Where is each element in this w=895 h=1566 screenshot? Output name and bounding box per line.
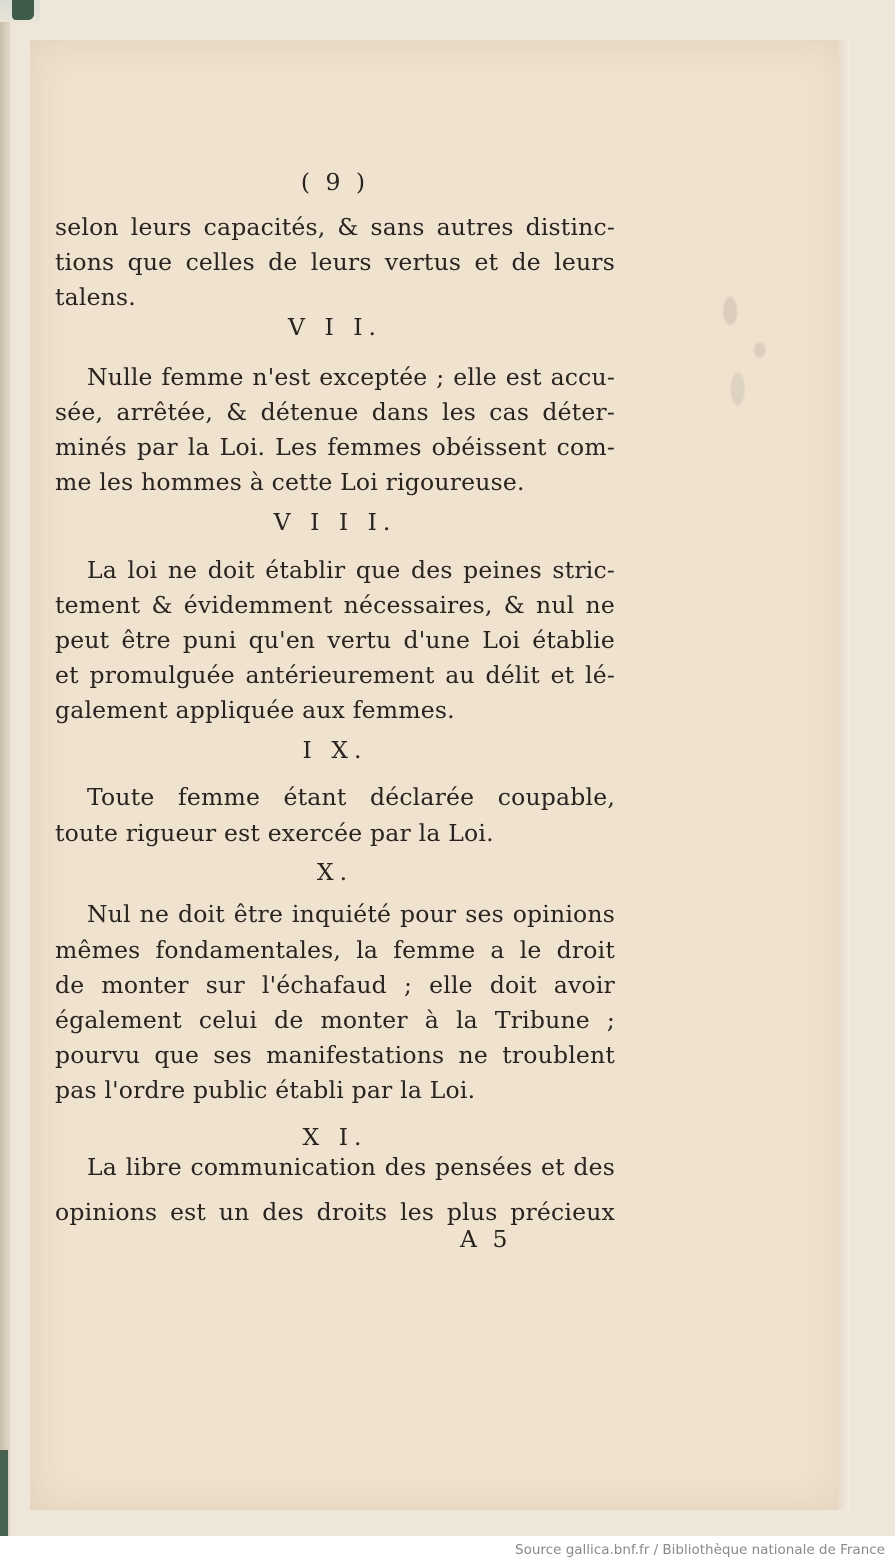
text-line: sée, arrêtée, & détenue dans les cas déter- (55, 398, 615, 426)
text-line: talens. (55, 283, 136, 311)
text-line: minés par la Loi. Les femmes obéissent com- (55, 433, 615, 461)
binding-cloth (0, 1450, 8, 1536)
text-line: Nul ne doit être inquiété pour ses opinions (87, 900, 615, 928)
binding-thread (12, 0, 34, 20)
text-line: de monter sur l'échafaud ; elle doit avoir (55, 971, 615, 999)
text-line: mêmes fondamentales, la femme a le droit (55, 936, 615, 964)
article-heading: I X. (302, 736, 368, 764)
text-line: La libre communication des pensées et des (87, 1153, 615, 1181)
text-line: tement & évidemment nécessaires, & nul ne (55, 591, 615, 619)
ink-bleed-through (708, 285, 782, 415)
source-credit: Source gallica.bnf.fr / Bibliothèque nationale de France (515, 1542, 885, 1558)
text-line: pas l'ordre public établi par la Loi. (55, 1076, 476, 1104)
signature-mark: A 5 (460, 1225, 512, 1253)
page-number: ( 9 ) (300, 168, 370, 196)
text-line: toute rigueur est exercée par la Loi. (55, 819, 494, 847)
text-line: pourvu que ses manifestations ne troublent (55, 1041, 615, 1069)
text-line: et promulguée antérieurement au délit et lé- (55, 661, 615, 689)
text-line: Nulle femme n'est exceptée ; elle est accu- (87, 363, 615, 391)
text-line: tions que celles de leurs vertus et de leurs (55, 248, 615, 276)
text-line: également celui de monter à la Tribune ; (55, 1006, 615, 1034)
article-heading: X I. (302, 1123, 368, 1151)
paper-right-edge (838, 40, 850, 1510)
text-line: me les hommes à cette Loi rigoureuse. (55, 468, 525, 496)
text-line: La loi ne doit établir que des peines stric- (87, 556, 615, 584)
left-page-edge (0, 0, 10, 1536)
article-heading: X. (316, 858, 354, 886)
text-line: galement appliquée aux femmes. (55, 696, 455, 724)
article-heading: V I I. (288, 313, 382, 341)
text-line: opinions est un des droits les plus précieux (55, 1198, 615, 1226)
text-line: peut être puni qu'en vertu d'une Loi établie (55, 626, 615, 654)
article-heading: V I I I. (273, 508, 397, 536)
text-line: selon leurs capacités, & sans autres distinc- (55, 213, 615, 241)
footer-bar (0, 1536, 895, 1566)
text-line: Toute femme étant déclarée coupable, (87, 783, 615, 811)
